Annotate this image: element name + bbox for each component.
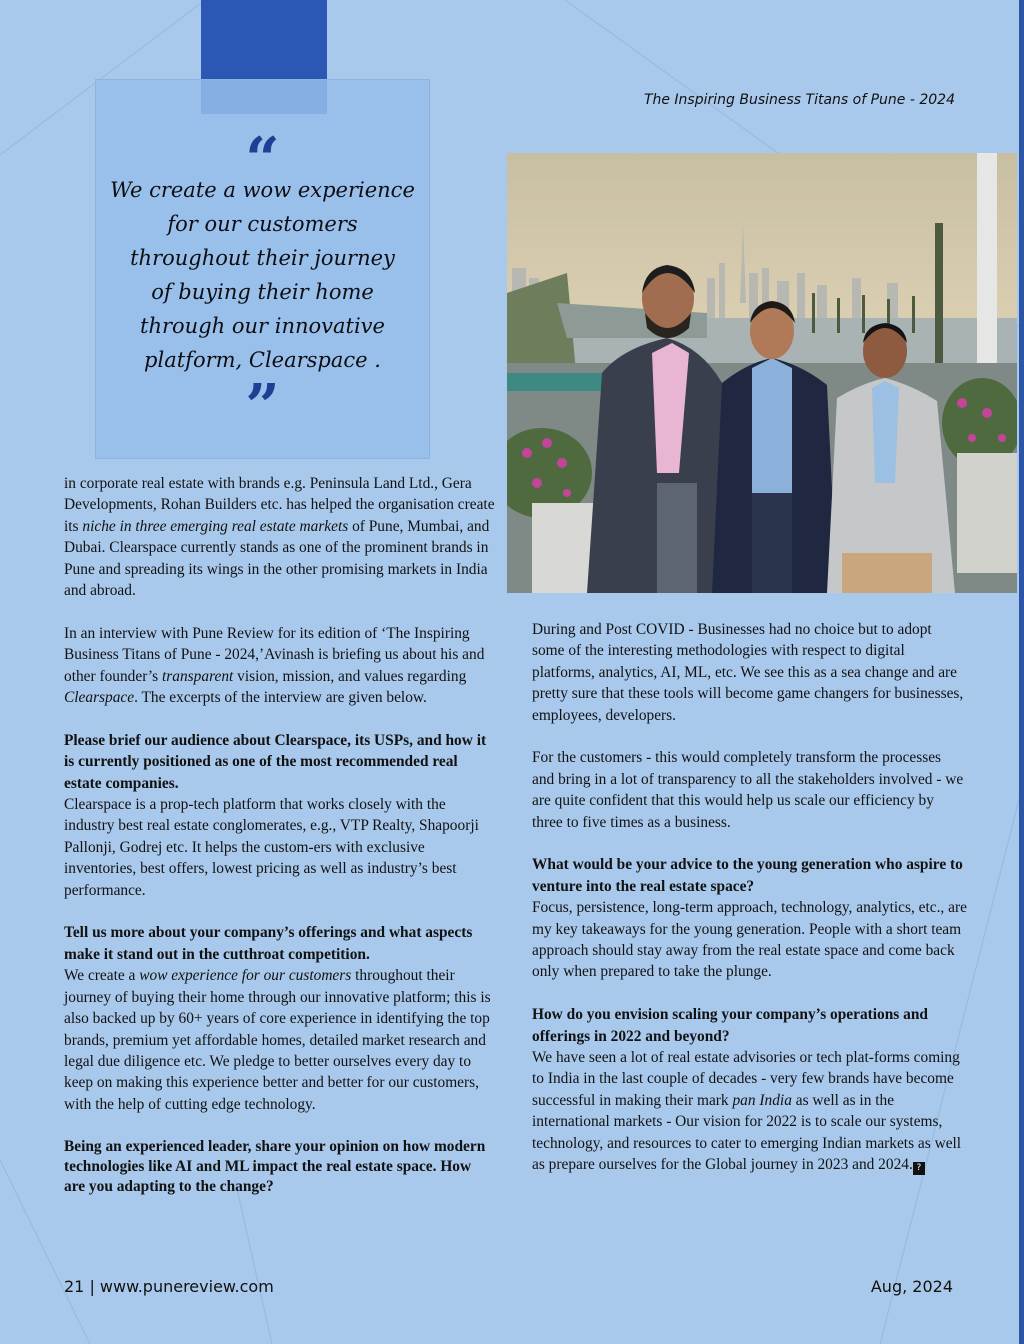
answer-1: Clearspace is a prop-tech platform that works closely with the industry best real estate conglomerates, e.g., VTP Realty, Shapoorji Pallonji, Godrej etc. It helps the custom-ers with exclusive inventories, best offers, lowest pricing as well as industry’s best performance. [64, 796, 479, 899]
text-run: We create a [64, 967, 140, 985]
answer-4: Focus, persistence, long-term approach, technology, analytics, etc., are my key takeaways for the young generation. People with a short team approach should stay away from the real estate space and come back only when prepared to take the plunge. [532, 899, 967, 981]
left-column [64, 473, 496, 1197]
text-run: in corporate real estate with brands e.g. Peninsula Land Ltd., Gera Developments, Rohan Builders etc. has helped the organisation create its [64, 475, 495, 535]
close-quote-icon: ” [245, 372, 280, 442]
text-run: We have seen a lot of real estate advisories or tech plat-forms coming to India in the last couple of decades - very few brands have become successful in making their mark [532, 1049, 960, 1109]
text-run: throughout their journey of buying their home through our innovative platform; this is also backed up by 60+ years of core experience in identifying the top brands, premium yet affordable homes, detailed market research and legal due diligence etc. We pledge to better ourselves every day to keep on making this experience better and better for our customers, with the help of cutting edge technology. [64, 967, 491, 1113]
right-column [532, 619, 967, 1176]
group-photo [507, 153, 1017, 593]
emphasis-run: niche in three emerging real estate markets [82, 517, 349, 535]
emphasis-run: wow experience for our customers [139, 967, 352, 985]
photo-illustration [507, 153, 1017, 593]
question-2: Tell us more about your company’s offerings and what aspects make it stand out in the cutthroat competition. [64, 924, 473, 963]
pull-quote-line: for our customers [167, 212, 358, 236]
running-header: The Inspiring Business Titans of Pune - 2024 [643, 92, 955, 108]
open-quote-icon: “ [245, 125, 280, 195]
right-edge-bar [1019, 0, 1024, 1344]
text-run: as well as in the international markets - Our vision for 2022 is to scale our systems, technology, and resources to cater to emerging Indian markets as well as prepare ourselves for the Global journey in 2023 and 2024. [532, 1091, 962, 1174]
text-run: In an interview with Pune Review for its edition of ‘The Inspiring Business Titans of Pune - 2024,’Avinash is briefing us about his and other founder’s [64, 624, 485, 685]
pull-quote-line: We create a wow experience [110, 178, 415, 202]
emphasis-run: Clearspace [64, 689, 135, 707]
pull-quote-line: of buying their home [151, 280, 374, 304]
question-3: Being an experienced leader, share your opinion on how modern technologies like AI and ML impact the real estate space. How are you adapting to the change? [64, 1137, 486, 1195]
pull-quote-line: through our innovative [140, 314, 385, 338]
footer-page-site: 21 | www.punereview.com [64, 1277, 274, 1296]
question-5: How do you envision scaling your company’s operations and offerings in 2022 and beyond? [532, 1006, 928, 1045]
end-mark-icon: ? [913, 1162, 925, 1175]
emphasis-run: pan India [732, 1091, 792, 1109]
intro-paragraph-1 [64, 473, 496, 601]
question-1: Please brief our audience about Clearspace, its USPs, and how it is currently positioned as one of the most recommended real estate companies. [64, 731, 487, 792]
text-run: of Pune, Mumbai, and Dubai. Clearspace currently stands as one of the prominent brands in Pune and spreading its wings in the other promising markets in India and abroad. [64, 517, 490, 600]
intro-paragraph-2 [64, 623, 496, 709]
question-4: What would be your advice to the young generation who aspire to venture into the real estate space? [532, 856, 963, 895]
paragraph-customers: For the customers - this would completely transform the processes and bring in a lot of transparency to all the stakeholders involved - we are quite confident that this would help us scale our efficiency by three to five times as a business. [532, 749, 964, 831]
footer-date: Aug, 2024 [870, 1277, 953, 1296]
answer-5 [532, 1047, 967, 1175]
paragraph-covid: During and Post COVID - Businesses had no choice but to adopt some of the interesting methodologies with respect to digital platforms, analytics, AI, ML, etc. We see this as a sea change and are pretty sure that these tools will become game changers for businesses, employees, developers. [532, 621, 964, 724]
pull-quote-box [95, 79, 430, 459]
answer-2 [64, 965, 496, 1115]
emphasis-run: transparent [162, 667, 234, 685]
pull-quote-line: platform, Clearspace . [144, 348, 381, 372]
pull-quote-line: throughout their journey [130, 246, 395, 270]
text-run: vision, mission, and values regarding [233, 667, 467, 685]
pull-quote-text [96, 173, 429, 377]
text-run: . The excerpts of the interview are given below. [134, 689, 427, 707]
